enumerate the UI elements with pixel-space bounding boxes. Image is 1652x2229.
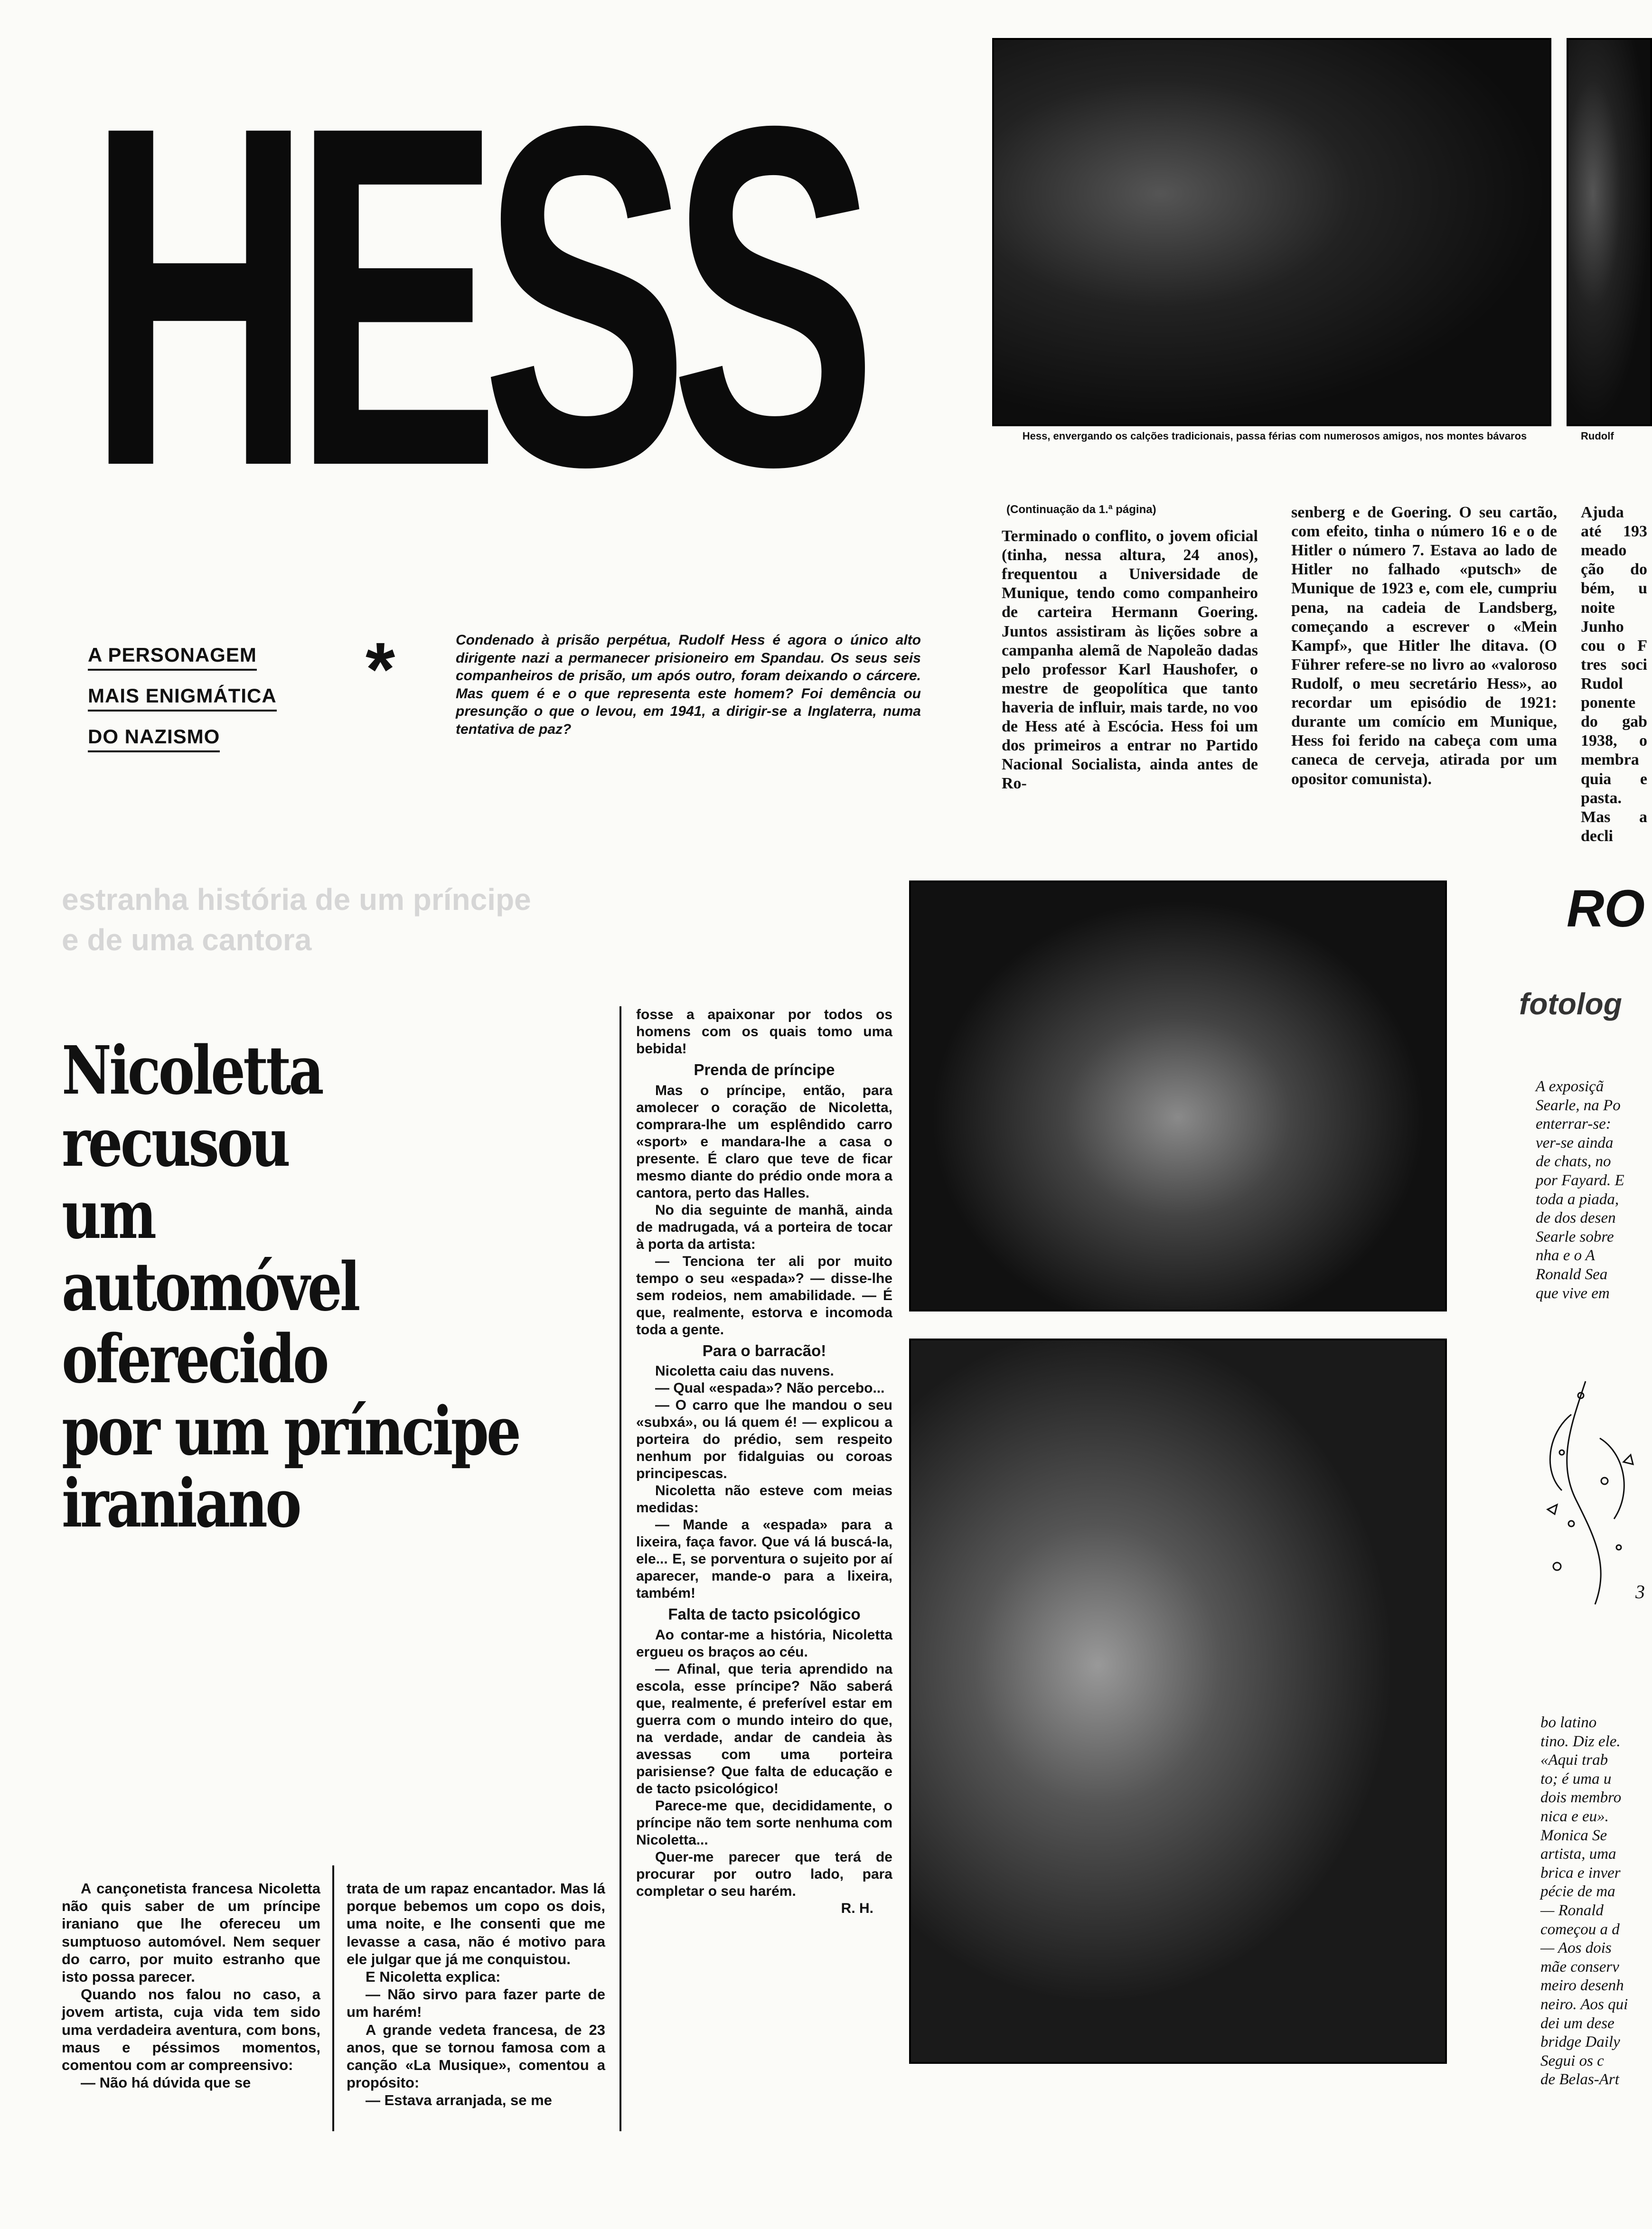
kicker-line-3: DO NAZISMO (88, 720, 220, 752)
decorative-drawing (1529, 1367, 1648, 1623)
paragraph: — Qual «espada»? Não percebo... (655, 1380, 885, 1396)
line: artista, uma (1540, 1845, 1616, 1863)
right-col-a (1536, 1077, 1648, 1303)
line: nica e eu». (1540, 1808, 1609, 1825)
hess-col-1: Terminado o conflito, o jovem oficial (tinha, nessa altura, 24 anos), frequentou a Universidade de Munique, tendo como companheiro de carteira Hermann Goering. Juntos assistiram às lições sobre a campanha alemã de Napoleão dadas pelo professor Karl Haushofer, o mestre de geopolítica que tanto haveria de influir, mais tarde, no voo de Hess até à Escócia. Hess foi um dos primeiros a entrar no Partido Nacional Socialista, ainda antes de Ro- (1002, 527, 1258, 793)
right-article-title: RO (1567, 880, 1645, 938)
hess-col-3: Ajuda até 193 meado ção do bém, u noite Junho cou o F tres soci Rudol ponente do gab 1938, o membra quia e pasta. Mas a decli (1581, 504, 1647, 845)
title-line-5: oferecido (62, 1321, 327, 1398)
line: — Aos dois (1540, 1939, 1612, 1957)
paragraph: — Estava arranjada, se me (366, 2092, 552, 2109)
faded-header-2: e de uma cantora (62, 923, 312, 957)
paragraph: Mas o príncipe, então, para amolecer o coração de Nicoletta, comprara-lhe um esplêndido carro «sport» e mandara-lhe a casa o presente. É claro que teve de ficar mesmo diante do prédio onde mora a cantora, perto das Halles. (636, 1082, 892, 1201)
line: A exposiçã (1536, 1078, 1604, 1095)
paragraph: — Não há dúvida que se (81, 2074, 251, 2091)
subhead-tacto: Falta de tacto psicológico (668, 1605, 861, 1623)
hess-photo-caption: Hess, envergando os calções tradicionais, passa férias com numerosos amigos, nos montes bávaros (1022, 430, 1527, 442)
drawing-number: 3 (1635, 1581, 1645, 1602)
hess-lead: Condenado à prisão perpétua, Rudolf Hess é agora o único alto dirigente nazi a permanecer prisioneiro em Spandau. Os seus seis companheiros de prisão, um após outro, foram deixando o cárcere. Mas quem é e o que representa este homem? Foi demência ou presunção o que o levou, em 1941, a dirigir-se a Inglaterra, numa tentativa de paz? (456, 632, 921, 737)
hess-headline: HESS (88, 26, 859, 567)
line: Searle, na Po (1536, 1096, 1621, 1114)
line: Segui os c (1540, 2052, 1604, 2070)
hess-photo-2 (1567, 38, 1652, 426)
nicoletta-photo-desk (909, 1339, 1447, 2064)
paragraph: — Afinal, que teria aprendido na escola, esse príncipe? Não saberá que, realmente, é preferível estar em guerra com o mundo inteiro do que, na verdade, andar de candeia às avessas com uma porteira parisiense? Que falta de educação e de tacto psicológico! (636, 1661, 892, 1797)
subhead-barracao: Para o barracão! (702, 1341, 826, 1359)
nicoletta-photo-headphones (909, 880, 1447, 1311)
paragraph: Nicoletta não esteve com meias medidas: (636, 1483, 892, 1516)
column-rule (332, 1865, 334, 2131)
line: de chats, no (1536, 1153, 1611, 1171)
paragraph: Parece-me que, decididamente, o príncipe não tem sorte nenhuma com Nicoletta... (636, 1798, 892, 1848)
paragraph: E Nicoletta explica: (366, 1968, 501, 1985)
title-line-3: um (62, 1176, 155, 1254)
paragraph: — O carro que lhe mandou o seu «subxá», ou lá quem é! — explicou a porteira do prédio, sem respeito nenhum por fidalguias ou coroas principescas. (636, 1397, 892, 1482)
line: dei um dese (1540, 2014, 1614, 2032)
line: pécie de ma (1540, 1883, 1615, 1901)
hess-photo2-caption: Rudolf (1581, 430, 1614, 442)
line: mãe conserv (1540, 1958, 1619, 1976)
paragraph: Quer-me parecer que terá de procurar por outro lado, para completar o seu harém. (636, 1849, 892, 1899)
line: toda a piada, (1536, 1190, 1619, 1208)
line: ver-se ainda (1536, 1134, 1614, 1152)
illustration-icon (1529, 1367, 1648, 1623)
line: bridge Daily (1540, 2033, 1620, 2051)
line: por Fayard. E (1536, 1171, 1624, 1189)
line: tino. Diz ele. (1540, 1733, 1621, 1750)
paragraph: — Tenciona ter ali por muito tempo o seu «espada»? — disse-lhe sem rodeios, nem amabilidade. — É que, realmente, estorva e incomoda toda a gente. (636, 1253, 892, 1338)
paragraph: — Mande a «espada» para a lixeira, faça favor. Que vá lá buscá-la, ele... E, se porventura o sujeito por aí aparecer, mande-o para a lixeira, também! (636, 1517, 892, 1602)
paragraph: Ao contar-me a história, Nicoletta ergueu os braços ao céu. (636, 1627, 892, 1660)
line: que vive em (1536, 1284, 1610, 1302)
paragraph: A grande vedeta francesa, de 23 anos, que se tornou famosa com a canção «La Musique», comentou a propósito: (347, 2021, 605, 2091)
faded-header-1: estranha história de um príncipe (62, 882, 531, 917)
paragraph: Quando nos falou no caso, a jovem artista, cuja vida tem sido uma verdadeira aventura, com bons, maus e péssimos momentos, comentou com ar compreensivo: (62, 1986, 320, 2073)
signature: R. H. (841, 1900, 873, 1916)
nicoletta-col-a (62, 1880, 320, 2091)
column-rule (620, 1006, 621, 2131)
line: bo latino (1540, 1714, 1597, 1731)
line: — Ronald (1540, 1901, 1604, 1919)
paragraph: Nicoletta caiu das nuvens. (655, 1363, 834, 1379)
title-line-2: recusou (62, 1104, 289, 1182)
nicoletta-col-b (347, 1880, 605, 2109)
line: Ronald Sea (1536, 1265, 1608, 1283)
paragraph: trata de um rapaz encantador. Mas lá porque bebemos um copo os dois, uma noite, e lhe consenti que me levasse a casa, não é motivo para ele julgar que já me conquistou. (347, 1880, 605, 1967)
hess-kicker (88, 638, 320, 761)
hess-photo (992, 38, 1551, 426)
hess-continuation: (Continuação da 1.ª página) (1006, 503, 1156, 516)
subhead-prenda: Prenda de príncipe (694, 1061, 835, 1078)
line: de Belas-Art (1540, 2071, 1619, 2089)
line: Monica Se (1540, 1826, 1607, 1844)
line: nha e o A (1536, 1247, 1595, 1264)
line: Searle sobre (1536, 1228, 1614, 1246)
title-line-6: por um príncipe (62, 1393, 519, 1470)
line: brica e inver (1540, 1864, 1621, 1882)
line: meiro desenh (1540, 1977, 1624, 1995)
asterisk-icon: * (366, 627, 395, 712)
line: enterrar-se: (1536, 1115, 1611, 1133)
paragraph: — Não sirvo para fazer parte de um harém! (347, 1986, 605, 2021)
kicker-line-1: A PERSONAGEM (88, 638, 257, 671)
line: começou a d (1540, 1920, 1620, 1938)
paragraph: fosse a apaixonar por todos os homens com os quais tomo uma bebida! (636, 1007, 892, 1057)
title-line-4: automóvel (62, 1248, 358, 1326)
paragraph: A cançonetista francesa Nicoletta não quis saber de um príncipe iraniano que lhe ofereceu um sumptuoso automóvel. Nem sequer do carro, por muito estranho que isto possa parecer. (62, 1880, 320, 1985)
title-line-1: Nicoletta (62, 1032, 322, 1110)
kicker-line-2: MAIS ENIGMÁTICA (88, 679, 277, 712)
line: de dos desen (1536, 1209, 1616, 1227)
nicoletta-title (62, 1032, 646, 1543)
line: dois membro (1540, 1789, 1622, 1807)
title-line-7: iraniano (62, 1465, 300, 1543)
nicoletta-col-c (636, 1006, 892, 1917)
paragraph: No dia seguinte de manhã, ainda de madrugada, vá a porteira de tocar à porta da artista: (636, 1202, 892, 1252)
line: to; é uma u (1540, 1770, 1612, 1788)
right-col-b (1540, 1714, 1648, 2089)
line: «Aqui trab (1540, 1751, 1608, 1769)
right-article-subtitle: fotolog (1519, 987, 1622, 1021)
line: neiro. Aos qui (1540, 1995, 1628, 2013)
hess-col-2: senberg e de Goering. O seu cartão, com efeito, tinha o número 16 e o de Hitler o número 7. Estava ao lado de Hitler no falhado «putsch» de Munique de 1923 e, com ele, cumpriu pena, na cadeia de Landsberg, começando a escrever o «Mein Kampf», que Hitler lhe ditava. (O Führer refere-se no livro ao «valoroso Rudolf, o meu secretário Hess», ao recordar um episódio de 1921: durante um comício em Munique, Hess foi ferido na cabeça com uma caneca de cerveja, atirada por um opositor comunista). (1291, 504, 1557, 788)
